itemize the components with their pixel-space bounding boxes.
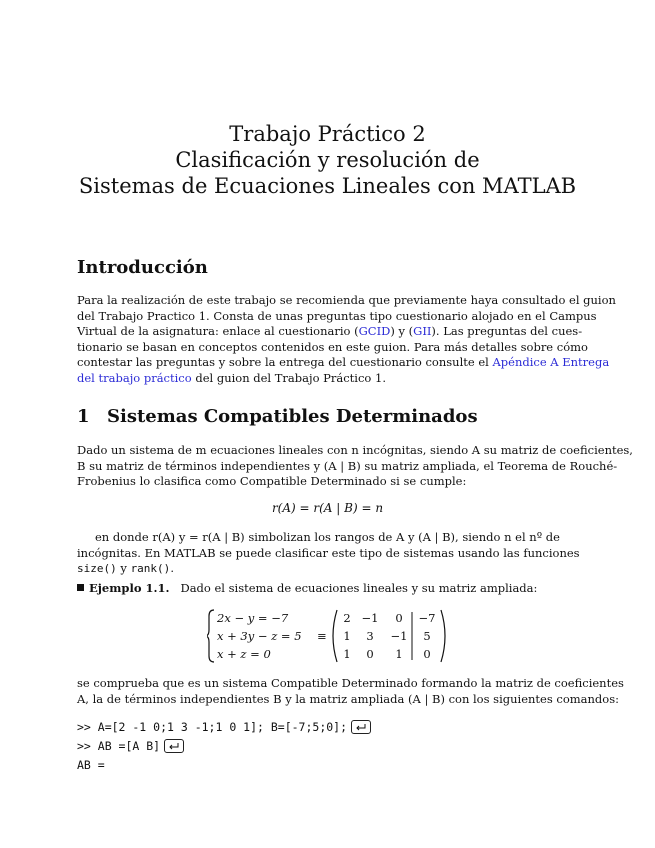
p3-line-2: A, la de términos independientes B y la matriz ampliada (A | B) con los siguientes comandos:: [77, 691, 619, 706]
code-line-1: [77, 720, 371, 734]
section-number: 1: [77, 406, 90, 427]
matrix-cell: 1: [395, 647, 403, 661]
title-line-1: Trabajo Práctico 2: [229, 122, 426, 146]
size-function: size(): [77, 562, 117, 576]
equation-system: [207, 608, 457, 664]
code-line-1-text: >> A=[2 -1 0;1 3 -1;1 0 1]; B=[-7;5;0];: [77, 720, 348, 734]
p1-line-1: Dado un sistema de m ecuaciones lineales con n incógnitas, siendo A su matriz de coeficientes,: [77, 443, 633, 457]
p2-line-3-end: .: [170, 561, 174, 576]
enter-key-icon: [164, 739, 184, 753]
equivalence-symbol: ≡: [317, 629, 327, 643]
section-title: Sistemas Compatibles Determinados: [107, 406, 478, 427]
p3-line-1: se comprueba que es un sistema Compatible Determinado formando la matriz de coeficientes: [77, 676, 624, 690]
matrix-cell: 2: [343, 611, 351, 625]
square-bullet-icon: [77, 584, 84, 591]
intro-line-3a: Virtual de la asignatura: enlace al cuestionario (: [77, 324, 359, 339]
system-eq-2: x + 3y − z = 5: [217, 629, 302, 643]
p2-line-2: incógnitas. En MATLAB se puede clasificar este tipo de sistemas usando las funciones: [77, 545, 580, 560]
p2-line-3-mid: y: [116, 561, 131, 576]
matrix-cell: 0: [423, 647, 431, 661]
example-1-1: [77, 581, 578, 597]
matrix-cell: 0: [366, 647, 374, 661]
intro-paragraph: [77, 293, 616, 387]
p2-line-1: en donde r(A) y = r(A | B) simbolizan los rangos de A y (A | B), siendo n el nº de: [95, 530, 560, 544]
rank-equation: r(A) = r(A | B) = n: [271, 501, 384, 515]
intro-heading: Introducción: [77, 257, 208, 278]
intro-line-4: tionario se basan en conceptos contenidos en este guion. Para más detalles sobre cómo: [77, 339, 588, 354]
code-line-2-text: >> AB =[A B]: [77, 739, 161, 753]
section-1-paragraph-2: [77, 530, 578, 577]
apendice-link-part1[interactable]: Apéndice A Entrega: [492, 355, 610, 370]
matrix-cell: −1: [361, 611, 379, 625]
gcid-link[interactable]: GCID: [358, 324, 391, 339]
example-line: [77, 581, 578, 597]
p2-line-3: [77, 561, 578, 577]
p1-line-3: Frobenius lo clasifica como Compatible Determinado si se cumple:: [77, 474, 467, 489]
intro-line-1: Para la realización de este trabajo se recomienda que previamente haya consultado el guion: [77, 293, 616, 307]
title-line-3: Sistemas de Ecuaciones Lineales con MATLAB: [78, 174, 577, 198]
intro-line-3b: ) y (: [390, 324, 414, 339]
system-eq-1: 2x − y = −7: [217, 611, 289, 625]
matrix-cell: −7: [418, 611, 436, 625]
matrix-cell: 5: [423, 629, 431, 643]
system-eq-3: x + z = 0: [217, 647, 271, 661]
apendice-link-part2[interactable]: del trabajo práctico: [77, 370, 192, 385]
intro-line-6: [77, 371, 578, 387]
section-1-paragraph-1: [77, 443, 633, 490]
section-1-heading: [77, 406, 478, 427]
intro-line-5a: contestar las preguntas y sobre la entrega del cuestionario consulte el: [77, 355, 493, 370]
gii-link[interactable]: GII: [413, 324, 432, 339]
title-line-2: Clasificación y resolución de: [175, 148, 480, 172]
intro-line-2: del Trabajo Practico 1. Consta de unas preguntas tipo cuestionario alojado en el Campus: [77, 308, 597, 323]
matrix-cell: 1: [343, 647, 351, 661]
matrix-cell: 1: [343, 629, 351, 643]
matrix-cell: 0: [395, 611, 403, 625]
matrix-cell: 3: [366, 629, 374, 643]
p1-line-2: B su matriz de términos independientes y (A | B) su matriz ampliada, el Teorema de Rouché-: [77, 458, 618, 473]
example-text: Dado el sistema de ecuaciones lineales y su matriz ampliada:: [180, 581, 538, 595]
rank-function: rank(): [130, 562, 171, 576]
intro-line-3c: ). Las preguntas del cues-: [431, 324, 583, 339]
code-line-3: AB =: [77, 758, 105, 772]
intro-line-5: [77, 355, 610, 371]
section-1-paragraph-3: [77, 676, 624, 707]
example-label: Ejemplo 1.1.: [89, 581, 170, 595]
intro-line-3: [77, 324, 583, 340]
matrix-cell: −1: [390, 629, 408, 643]
document-title: [0, 121, 655, 199]
augmented-matrix: [343, 611, 435, 661]
enter-key-icon: [351, 720, 371, 734]
intro-line-6b: del guion del Trabajo Práctico 1.: [191, 370, 386, 385]
code-line-2: [77, 739, 184, 753]
